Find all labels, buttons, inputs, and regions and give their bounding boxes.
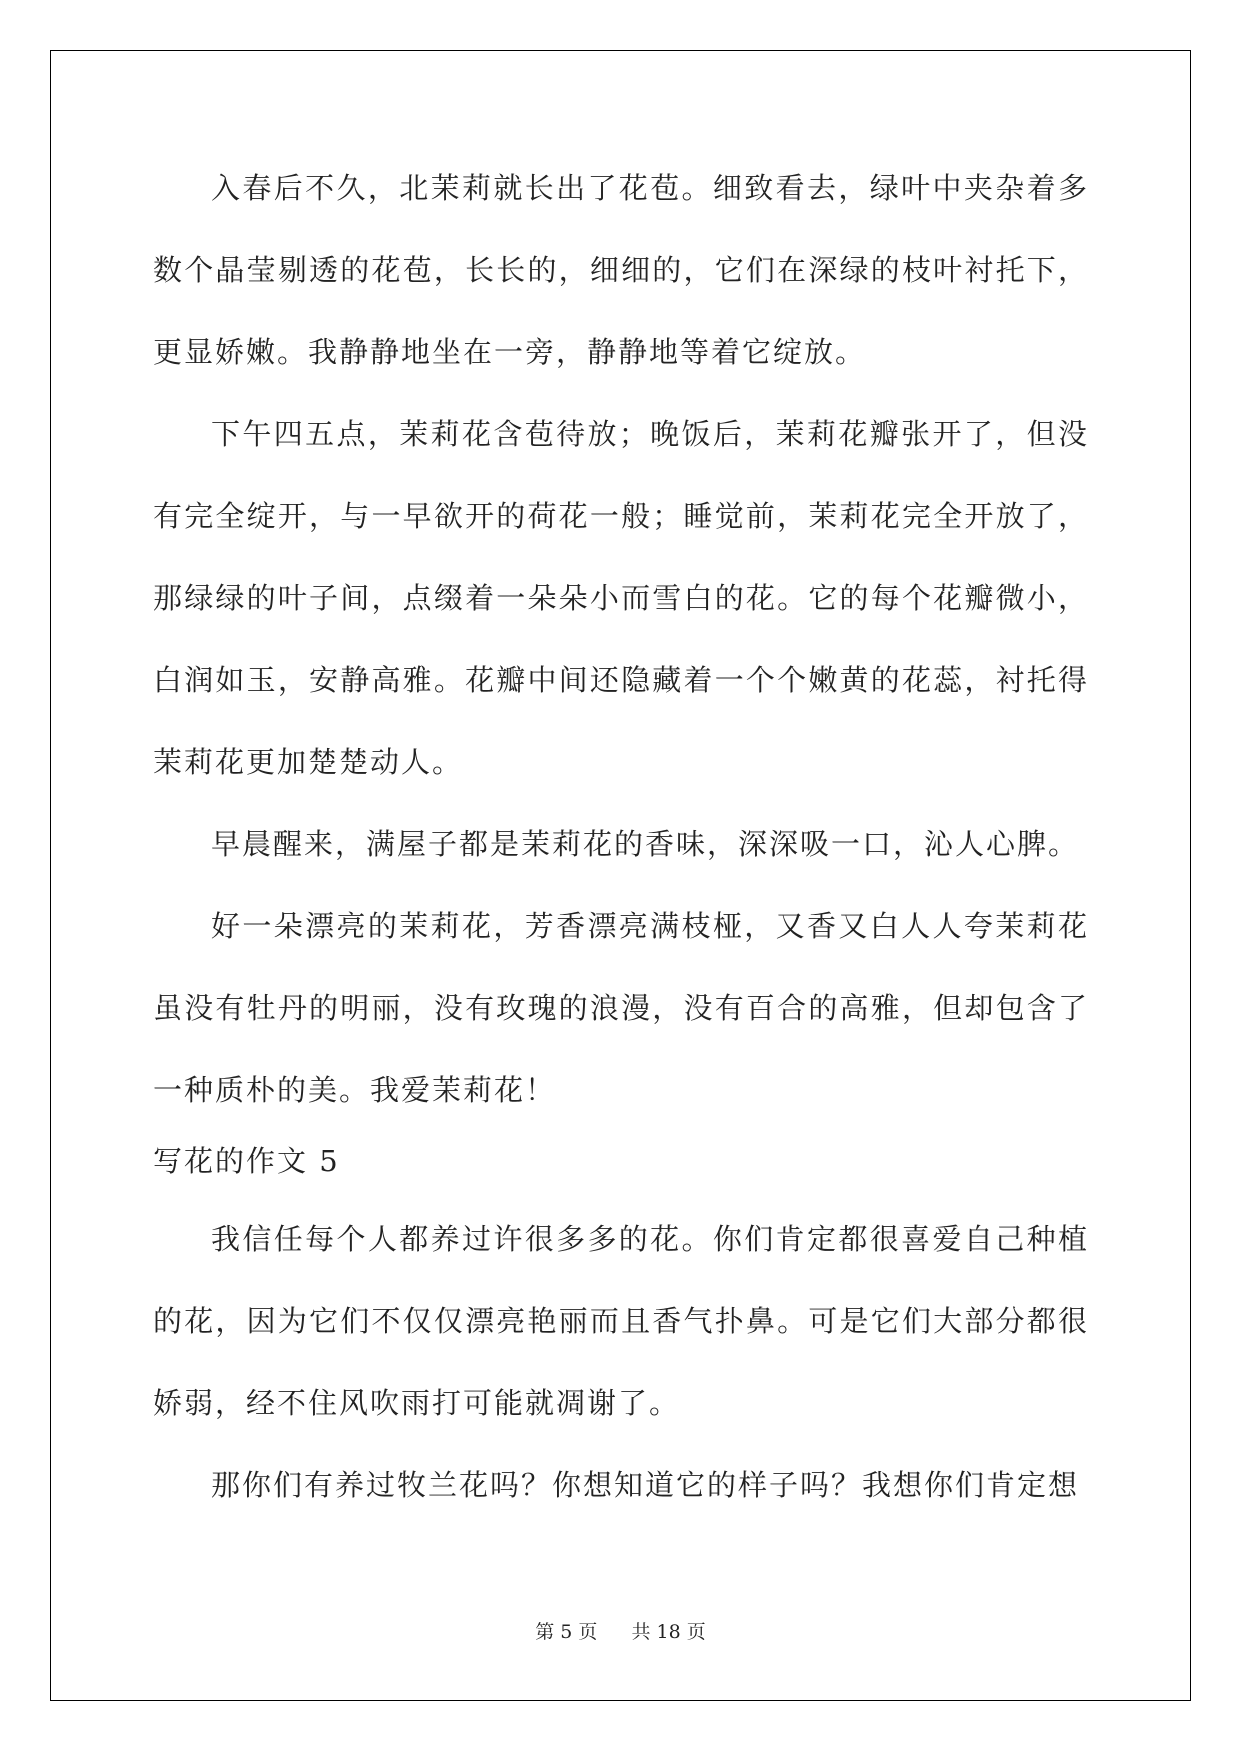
paragraph-4: 好一朵漂亮的茉莉花，芳香漂亮满枝桠，又香又白人人夸茉莉花虽没有牡丹的明丽，没有玫瑰的浪漫，没有百合的高雅，但却包含了一种质朴的美。我爱茉莉花！ — [153, 909, 1089, 1107]
section-paragraph-1: 我信任每个人都养过许很多多的花。你们肯定都很喜爱自己种植的花，因为它们不仅仅漂亮艳丽而且香气扑鼻。可是它们大部分都很娇弱，经不住风吹雨打可能就凋谢了。 — [153, 1222, 1089, 1420]
section-paragraph-2: 那你们有养过牧兰花吗？你想知道它的样子吗？我想你们肯定想 — [211, 1468, 1080, 1502]
section-title: 写花的作文 5 — [153, 1144, 340, 1178]
page-total: 共 18 页 — [631, 1621, 706, 1643]
page-footer — [0, 1617, 1241, 1644]
paragraph-2: 下午四五点，茉莉花含苞待放；晚饭后，茉莉花瓣张开了，但没有完全绽开，与一早欲开的荷花一般；睡觉前，茉莉花完全开放了，那绿绿的叶子间，点缀着一朵朵小而雪白的花。它的每个花瓣微小，白润如玉，安静高雅。花瓣中间还隐藏着一个个嫩黄的花蕊，衬托得茉莉花更加楚楚动人。 — [153, 417, 1089, 779]
paragraph-3: 早晨醒来，满屋子都是茉莉花的香味，深深吸一口，沁人心脾。 — [211, 827, 1080, 861]
paragraph-1: 入春后不久，北茉莉就长出了花苞。细致看去，绿叶中夹杂着多数个晶莹剔透的花苞，长长的，细细的，它们在深绿的枝叶衬托下，更显娇嫩。我静静地坐在一旁，静静地等着它绽放。 — [153, 171, 1089, 369]
page-number: 第 5 页 — [535, 1621, 598, 1643]
